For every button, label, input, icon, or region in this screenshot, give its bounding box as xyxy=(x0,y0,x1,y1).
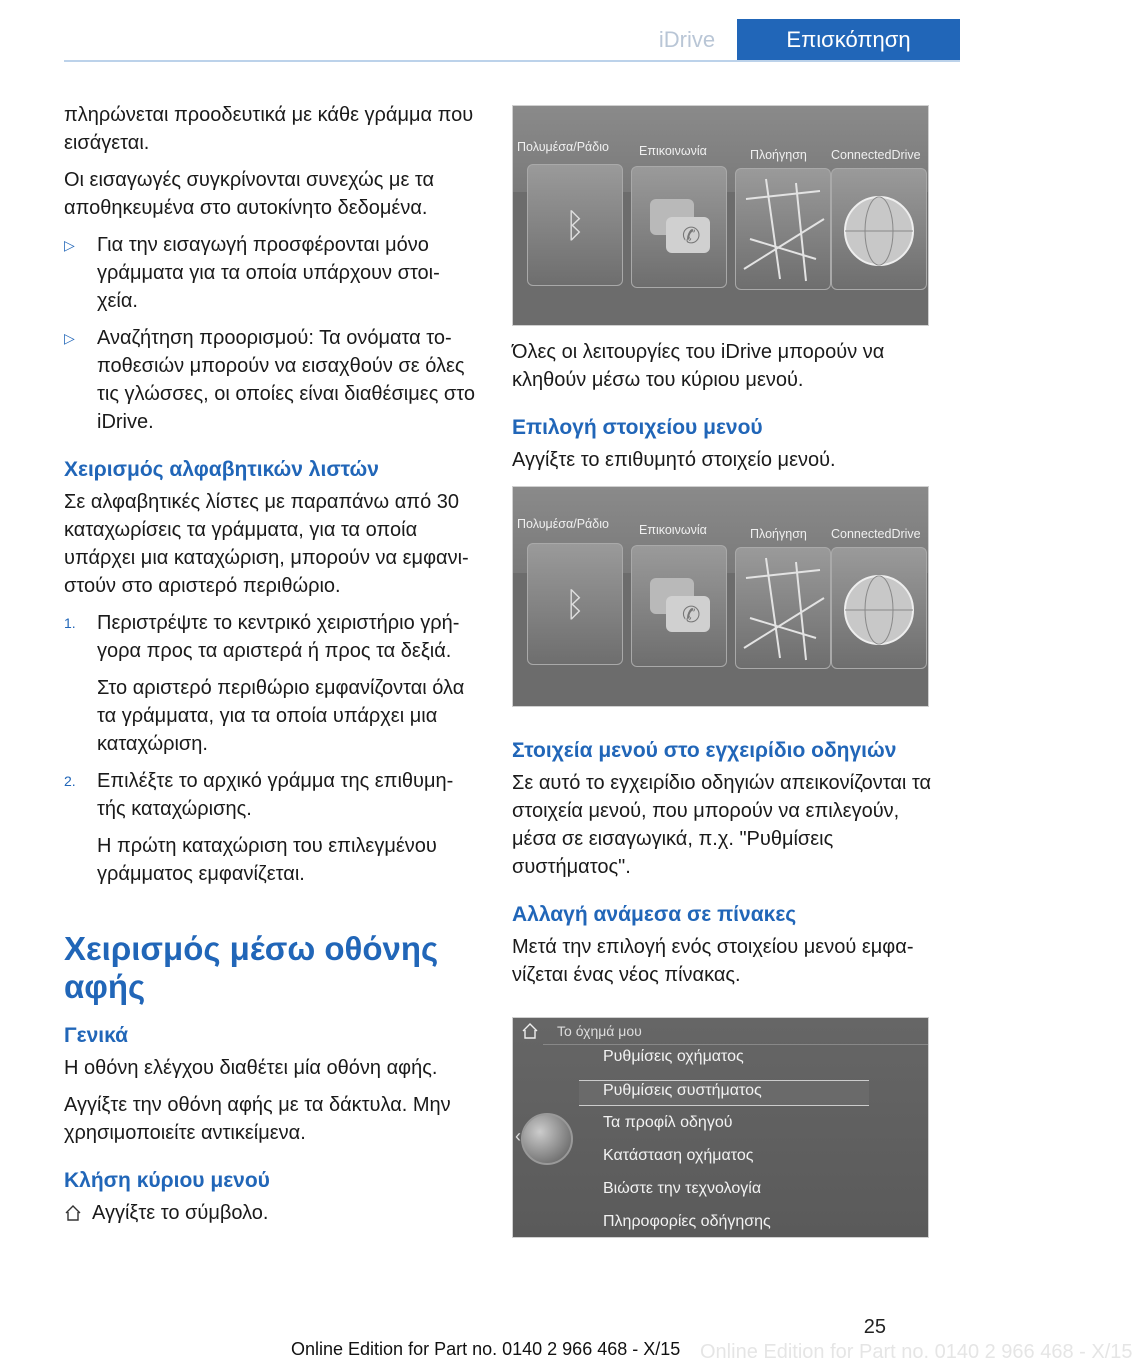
menu-title: Το όχημά μου xyxy=(557,1023,642,1039)
svg-text:ᛒ: ᛒ xyxy=(564,585,586,625)
navigation-tile[interactable] xyxy=(735,547,831,669)
screen-label: ConnectedDrive xyxy=(831,527,921,541)
menu-item[interactable]: Πληροφορίες οδήγησης xyxy=(603,1213,771,1230)
left-column xyxy=(64,101,484,1227)
heading-select-item: Επιλογή στοιχείου μενού xyxy=(512,416,763,439)
step-subtext: Στο αριστερό περιθώριο εμφανίζονται όλα τα γράμματα, για τα οποία υπάρχει μια καταχώριση. xyxy=(97,677,465,755)
numbered-item xyxy=(64,767,484,888)
screen-label: Πλοήγηση xyxy=(750,148,807,162)
watermark: Online Edition for Part no. 0140 2 966 468 - X/15 xyxy=(700,1341,1133,1363)
screenshot-main-menu-2 xyxy=(512,486,929,707)
paragraph: Αγγίξτε το επιθυμητό στοιχείο μενού. xyxy=(512,449,836,471)
controller-knob[interactable] xyxy=(521,1113,573,1165)
screen-label: ConnectedDrive xyxy=(831,148,921,162)
navigation-tile xyxy=(735,168,831,290)
edition-line: Online Edition for Part no. 0140 2 966 468 - X/15 xyxy=(291,1339,681,1359)
home-instruction xyxy=(64,1199,484,1227)
paragraph: Αγγίξτε το σύμβολο. xyxy=(92,1202,269,1224)
screen-label: Επικοινωνία xyxy=(639,523,707,537)
tab-idrive[interactable]: iDrive xyxy=(637,19,737,61)
screenshot-main-menu xyxy=(512,105,929,326)
bullet-marker: ▷ xyxy=(64,330,75,346)
figure-caption: Όλες οι λειτουργίες του iDrive μπορούν να κληθούν μέσω του κύριου μενού. xyxy=(512,341,885,391)
paragraph: Σε αλφαβητικές λίστες με παραπάνω από 30 καταχωρίσεις τα γράμματα, για τα οποία υπάρχει μια καταχώριση, μπορούν να εμφανι‐ στούν στο αριστερό περιθώριο. xyxy=(64,491,469,597)
media-tile xyxy=(527,164,623,286)
home-icon[interactable] xyxy=(521,1022,539,1045)
paragraph: Οι εισαγωγές συγκρίνονται συνεχώς με τα αποθηκευμένα στο αυτοκίνητο δεδομένα. xyxy=(64,169,435,219)
right-column-lower xyxy=(512,737,932,989)
paragraph: Σε αυτό το εγχειρίδιο οδηγιών απεικονίζονται τα στοιχεία μενού, που μπορούν να επιλεγούν, μέσα σε εισαγωγικά, π.χ. "Ρυθμίσεις συστήματος". xyxy=(512,772,932,878)
paragraph: πληρώνεται προοδευτικά με κάθε γράμμα που εισάγεται. xyxy=(64,104,474,154)
heading-alpha-lists: Χειρισμός αλφαβητικών λιστών xyxy=(64,458,379,481)
menu-item[interactable]: Ρυθμίσεις οχήματος xyxy=(603,1048,744,1065)
menu-item[interactable]: Ρυθμίσεις συστήματος xyxy=(603,1082,762,1099)
home-icon xyxy=(64,1199,92,1227)
paragraph: Αγγίξτε την οθόνη αφής με τα δάκτυλα. Μην χρησιμοποιείτε αντικείμενα. xyxy=(64,1094,451,1144)
step-subtext: Η πρώτη καταχώριση του επιλεγμένου γράμματος εμφανίζεται. xyxy=(97,835,437,885)
svg-text:✆: ✆ xyxy=(682,603,701,628)
paragraph: Μετά την επιλογή ενός στοιχείου μενού εμφα‐ νίζεται ένας νέος πίνακας. xyxy=(512,936,914,986)
step-text: Επιλέξτε το αρχικό γράμμα της επιθυμη‐ τής καταχώρισης. xyxy=(97,770,454,820)
bullet-text: Για την εισαγωγή προσφέρονται μόνο γράμματα για τα οποία υπάρχουν στοι‐ χεία. xyxy=(97,234,440,312)
svg-text:✆: ✆ xyxy=(682,224,701,249)
chevron-left-icon[interactable]: ‹ xyxy=(515,1126,521,1146)
media-tile[interactable] xyxy=(527,543,623,665)
heading-touchscreen: Χειρισμός μέσω οθόνης αφής xyxy=(64,930,439,1005)
heading-main-menu: Κλήση κύριου μενού xyxy=(64,1169,270,1192)
header-rule xyxy=(64,60,960,62)
step-number: 2. xyxy=(64,773,76,789)
tab-overview[interactable]: Επισκόπηση xyxy=(737,19,960,61)
bullet-item xyxy=(64,324,484,436)
menu-item[interactable]: Τα προφίλ οδηγού xyxy=(603,1114,733,1131)
screenshot-submenu xyxy=(512,1017,929,1238)
bullet-text: Αναζήτηση προορισμού: Τα ονόματα το‐ ποθεσιών μπορούν να εισαχθούν σε όλες τις γλώσσες, οι οποίες είναι διαθέσιμες στο iDrive. xyxy=(97,327,475,433)
connecteddrive-tile[interactable] xyxy=(831,547,927,669)
heading-switch-panels: Αλλαγή ανάμεσα σε πίνακες xyxy=(512,903,797,926)
step-number: 1. xyxy=(64,615,76,631)
screen-label: Πλοήγηση xyxy=(750,527,807,541)
connecteddrive-tile xyxy=(831,168,927,290)
page-number: 25 xyxy=(863,1316,886,1338)
step-text: Περιστρέψτε το κεντρικό χειριστήριο γρή‐ γορα προς τα αριστερά ή προς τα δεξιά. xyxy=(97,612,460,662)
menu-item[interactable]: Κατάσταση οχήματος xyxy=(603,1147,754,1164)
bullet-marker: ▷ xyxy=(64,237,75,253)
screen-label: Πολυμέσα/Ράδιο xyxy=(517,517,609,531)
footer xyxy=(0,1308,1133,1363)
numbered-item xyxy=(64,609,484,758)
heading-menu-items: Στοιχεία μενού στο εγχειρίδιο οδηγιών xyxy=(512,739,897,762)
paragraph: Η οθόνη ελέγχου διαθέτει μία οθόνη αφής. xyxy=(64,1057,438,1079)
bullet-item xyxy=(64,231,484,315)
communication-tile xyxy=(631,166,727,288)
heading-general: Γενικά xyxy=(64,1024,129,1047)
screen-label: Επικοινωνία xyxy=(639,144,707,158)
menu-item[interactable]: Βιώστε την τεχνολογία xyxy=(603,1180,762,1197)
svg-text:ᛒ: ᛒ xyxy=(564,206,586,246)
communication-tile[interactable] xyxy=(631,545,727,667)
right-column xyxy=(512,338,932,474)
screen-label: Πολυμέσα/Ράδιο xyxy=(517,140,609,154)
